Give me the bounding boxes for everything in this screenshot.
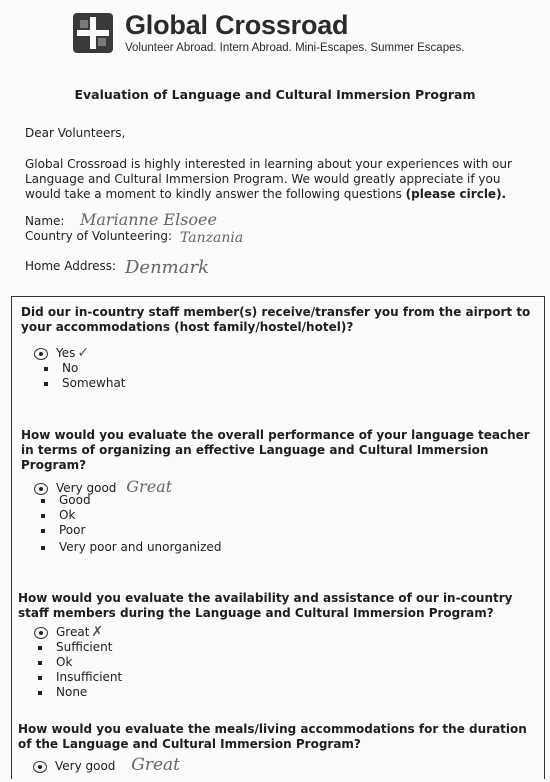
- q2-option-ok[interactable]: Ok: [41, 508, 75, 523]
- name-label: Name:: [25, 214, 65, 228]
- greeting: Dear Volunteers,: [25, 126, 126, 140]
- selected-circle-icon: [34, 627, 48, 639]
- q3-option-insufficient[interactable]: Insufficient: [38, 670, 122, 685]
- bullet-icon: [38, 676, 42, 680]
- question-4-text: How would you evaluate the meals/living accommodations for the duration of the Language and Cultural Immersion Program?: [18, 722, 527, 751]
- intro-paragraph: [25, 157, 525, 202]
- selected-circle-icon: [34, 348, 48, 360]
- q3-option-great[interactable]: Great ✗: [34, 625, 103, 640]
- country-label: Country of Volunteering:: [25, 229, 173, 243]
- tagline: Volunteer Abroad. Intern Abroad. Mini-Escapes. Summer Escapes.: [125, 42, 465, 54]
- bullet-icon: [41, 529, 45, 533]
- bullet-icon: [44, 367, 48, 371]
- q3-option-sufficient[interactable]: Sufficient: [38, 640, 112, 655]
- question-2-text: How would you evaluate the overall performance of your language teacher in terms of organizing an effective Language and Cultural Immersion Program?: [21, 428, 530, 472]
- bullet-icon: [38, 691, 42, 695]
- q3-option-none[interactable]: None: [38, 685, 87, 700]
- q1-option-somewhat[interactable]: Somewhat: [44, 376, 126, 391]
- q2-option-very-good[interactable]: Very good Great: [34, 479, 172, 496]
- globe-logo-icon: [72, 12, 114, 54]
- question-1-text: Did our in-country staff member(s) receive/transfer you from the airport to your accommodations (host family/hostel/hotel)?: [21, 305, 531, 334]
- intro-emphasis: (please circle).: [405, 187, 507, 201]
- bullet-icon: [44, 382, 48, 386]
- q2-option-good[interactable]: Good: [41, 493, 91, 508]
- intro-text: Global Crossroad is highly interested in learning about your experiences with our Language and Cultural Immersion Program. We would greatly appreciate if you would take a moment to kindly answer the following questions: [25, 157, 512, 201]
- form-title: Evaluation of Language and Cultural Immersion Program: [74, 87, 476, 102]
- country-value: Tanzania: [180, 230, 244, 246]
- questions-box: [11, 296, 545, 779]
- q2-option-poor[interactable]: Poor: [41, 523, 85, 538]
- bullet-icon: [41, 499, 45, 503]
- q2-option-very-poor[interactable]: Very poor and unorganized: [41, 540, 221, 555]
- bullet-icon: [41, 514, 45, 518]
- brand-name: Global Crossroad: [125, 10, 349, 40]
- question-3-text: How would you evaluate the availability and assistance of our in-country staff members during the Language and Cultural Immersion Program?: [18, 591, 513, 620]
- bullet-icon: [38, 661, 42, 665]
- q1-option-yes[interactable]: Yes ✓: [34, 346, 89, 361]
- checkmark-icon: ✓: [77, 345, 90, 361]
- bullet-icon: [41, 546, 45, 550]
- address-value: Denmark: [125, 257, 209, 278]
- name-value: Marianne Elsoee: [80, 210, 217, 229]
- selected-circle-icon: [33, 761, 47, 773]
- address-label: Home Address:: [25, 259, 117, 273]
- q4-comment: Great: [131, 755, 180, 775]
- bullet-icon: [38, 646, 42, 650]
- q4-option-very-good[interactable]: Very good Great: [33, 758, 180, 774]
- q2-comment: Great: [126, 477, 173, 496]
- q3-option-ok[interactable]: Ok: [38, 655, 72, 670]
- q1-option-no[interactable]: No: [44, 361, 78, 376]
- cross-mark-icon: ✗: [91, 624, 104, 640]
